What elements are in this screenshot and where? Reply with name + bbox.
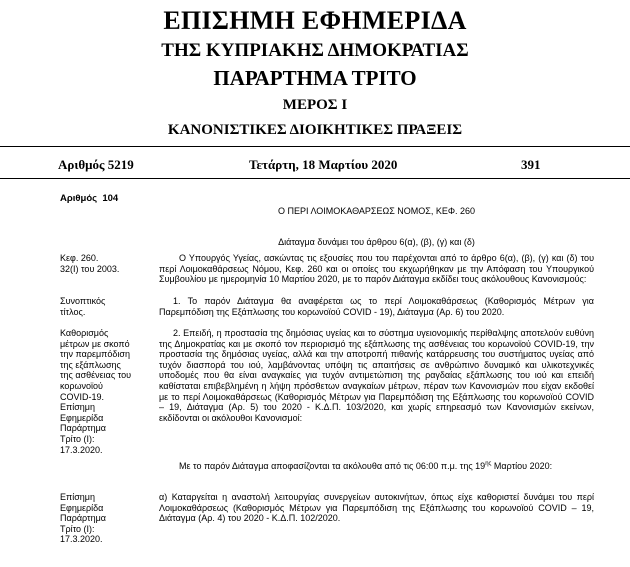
top-rule — [0, 146, 630, 147]
margin-line: Παράρτημα — [60, 513, 106, 524]
paragraph-2: 2. Επειδή, η προστασία της δημόσιας υγείας και το σύστημα υγειονομικής περίθαλψης αποτελούν ευθύνη της Δημοκρατίας και με σκοπό τον περιορισμό της εξάπλωσης της ασθένειας του κορωνοϊού COVID-19, την προστασία της δημόσιας υγείας, αλλά και την αποτροπή πιθανής κατάρρευσης του συστήματος υγείας από τυχόν διασπορά του ιού, λαμβάνοντας υπόψη τις απαιτήσεις σε ανθρώπινο δυναμικό και υλικοτεχνικές υποδομές που θα είναι αναγκαίες για τυχόν αντιμετώπιση της ραγδαίας εξάπλωσης του ιού και επειδή καθίσταται επιβεβλημένη η λήψη πρόσθετων αναγκαίων μέτρων, πέραν των Κανονισμών που είχαν εκδοθεί με το περί Λοιμοκαθάρσεως (Καθορισμός Μέτρων για Παρεμπόδιση της Εξάπλωσης του κορωνοϊού COVID – 19, Διάταγμα (Αρ. 5) του 2020 - Κ.Δ.Π. 103/2020, και χωρίς επηρεασμό των Κανονισμών εκείνων, εκδίδονται οι ακόλουθοι Κανονισμοί: — [159, 328, 594, 423]
margin-line: κορωνοϊού — [60, 380, 103, 391]
margin-line: Κεφ. 260. — [60, 253, 99, 263]
bottom-rule — [0, 178, 630, 179]
item-a: α) Καταργείται η αναστολή λειτουργίας συνεργείων αυτοκινήτων, όπως είχε καθοριστεί δυνάμει του περί Λοιμοκαθάρσεως (Καθορισμός Μέτρων για Παρεμπόδιση της Εξάπλωσης του κορωνοϊού COVID – 19, Διάταγμα (Αρ. 4) του 2020 - Κ.Δ.Π. 102/2020. — [159, 492, 594, 524]
margin-line: Συνοπτικός — [60, 296, 106, 306]
margin-line: COVID-19. — [60, 391, 105, 402]
margin-line: τίτλος. — [60, 306, 86, 317]
decision-tail: Μαρτίου 2020: — [491, 461, 553, 471]
decree-title: Διάταγμα δυνάμει του άρθρου 6(α), (β), (γ) και (δ) — [278, 237, 475, 247]
gazette-subtitle: ΤΗΣ ΚΥΠΡΙΑΚΗΣ ΔΗΜΟΚΡΑΤΙΑΣ — [161, 40, 469, 61]
margin-line: Καθορισμός — [60, 328, 109, 338]
decision-paragraph — [159, 461, 594, 472]
margin-line: 17.3.2020. — [60, 444, 103, 455]
margin-note-gazette — [60, 492, 142, 545]
page-number: 391 — [521, 157, 541, 172]
margin-line: 17.3.2020. — [60, 534, 103, 545]
act-number-value: 104 — [102, 193, 119, 204]
margin-line: μέτρων με σκοπό — [60, 338, 130, 349]
part-title: ΜΕΡΟΣ Ι — [282, 97, 348, 113]
paragraph-1: 1. Το παρόν Διάταγμα θα αναφέρεται ως το περί Λοιμοκαθάρσεως (Καθορισμός Μέτρων για Παρεμπόδιση της Εξάπλωσης του κορωνοϊού COVID - 19), Διάταγμα (Αρ. 6) του 2020. — [159, 296, 594, 317]
act-number-label: Αριθμός — [60, 193, 98, 204]
margin-note-measures — [60, 328, 142, 455]
appendix-title: ΠΑΡΑΡΤΗΜΑ ΤΡΙΤΟ — [213, 66, 417, 90]
intro-paragraph: Ο Υπουργός Υγείας, ασκώντας τις εξουσίες που του παρέχονται από το άρθρο 6(α), (β), (γ) και (δ) του περί Λοιμοκαθάρσεως Νόμου, Κεφ. 260 και οι οποίες του εκχωρήθηκαν με την Απόφαση του Υπουργικού Συμβουλίου με ημερομηνία 10 Μαρτίου 2020, με το παρόν Διάταγμα εκδίδει τους ακόλουθους Κανονισμούς: — [159, 253, 594, 285]
margin-line: Τρίτο (Ι): — [60, 433, 95, 444]
gazette-title: ΕΠΙΣΗΜΗ ΕΦΗΜΕΡΙΔΑ — [163, 6, 467, 35]
margin-line: την παρεμπόδιση — [60, 349, 130, 360]
margin-line: Τρίτο (Ι): — [60, 523, 95, 534]
margin-line: Επίσημη — [60, 492, 95, 502]
decision-superscript: ης — [485, 461, 492, 467]
act-number — [60, 193, 118, 204]
margin-line: της εξάπλωσης — [60, 359, 121, 370]
decision-lead: Με το παρόν Διάταγμα αποφασίζονται τα ακόλουθα από τις 06:00 π.μ. της 19 — [179, 461, 486, 471]
margin-line: της ασθένειας του — [60, 370, 132, 381]
margin-line: 32(Ι) του 2003. — [60, 263, 120, 274]
margin-line: Παράρτημα — [60, 423, 106, 434]
law-title: Ο ΠΕΡΙ ΛΟΙΜΟΚΑΘΑΡΣΕΩΣ ΝΟΜΟΣ, ΚΕΦ. 260 — [277, 206, 476, 216]
margin-note-references — [60, 253, 142, 274]
margin-line: Εφημερίδα — [60, 502, 104, 513]
issue-date: Τετάρτη, 18 Μαρτίου 2020 — [249, 157, 398, 172]
issue-number: Αριθμός 5219 — [58, 157, 134, 172]
section-title: ΚΑΝΟΝΙΣΤΙΚΕΣ ΔΙΟΙΚΗΤΙΚΕΣ ΠΡΑΞΕΙΣ — [167, 122, 463, 138]
margin-line: Εφημερίδα — [60, 412, 104, 423]
margin-note-short-title — [60, 296, 142, 317]
margin-line: Επίσημη — [60, 402, 95, 413]
